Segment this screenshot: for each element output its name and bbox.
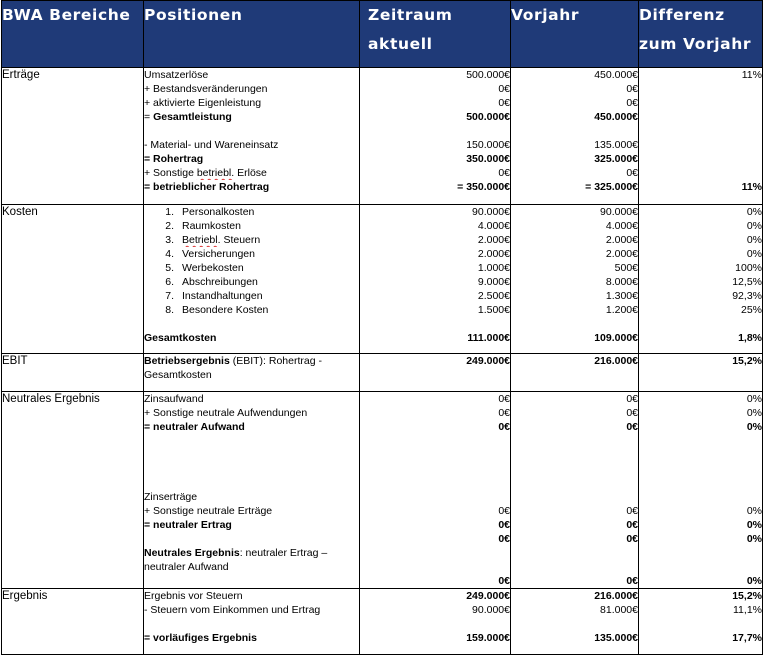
ergebnis-prev (511, 589, 639, 655)
value: 0€ (498, 393, 510, 405)
kosten-diff (639, 205, 763, 354)
value: 90.000€ (600, 206, 638, 218)
value: 450.000€ (594, 111, 638, 123)
value: 15,2% (732, 355, 762, 367)
value: 0€ (626, 519, 638, 531)
value: 500€ (614, 262, 638, 274)
value: 150.000€ (466, 139, 510, 151)
value: 350.000€ (466, 153, 510, 165)
value: 0% (746, 533, 762, 545)
section-kosten (2, 205, 763, 354)
value: 159.000€ (466, 632, 510, 644)
value: 325.000€ (594, 153, 638, 165)
label: + Sonstige betriebl. Erlöse (144, 167, 267, 179)
value: 0€ (498, 97, 510, 109)
label: - Material- und Wareneinsatz (144, 139, 279, 151)
value: 500.000€ (466, 111, 510, 123)
value: 17,7% (732, 632, 762, 644)
label: = neutraler Aufwand (144, 421, 245, 433)
value: 249.000€ (466, 355, 510, 367)
value: 0% (746, 248, 762, 260)
value: = 350.000€ (457, 181, 510, 193)
list-item: 4. Versicherungen (165, 248, 255, 260)
value: 1.300€ (605, 290, 638, 302)
ertraege-cur (360, 68, 511, 205)
value: 2.000€ (477, 248, 510, 260)
header-zeitraum: Zeitraum aktuell (360, 1, 511, 68)
label: - Steuern vom Einkommen und Ertrag (144, 604, 321, 616)
value (511, 490, 638, 504)
section-ebit (2, 354, 763, 392)
neutral-cur (360, 392, 511, 589)
value: 2.000€ (605, 234, 638, 246)
value: 90.000€ (472, 206, 510, 218)
kosten-prev (511, 205, 639, 354)
value: 0€ (498, 519, 510, 531)
ertraege-prev (511, 68, 639, 205)
value: 12,5% (732, 276, 762, 288)
label: + Sonstige neutrale Erträge (144, 505, 273, 517)
area-ergebnis: Ergebnis (2, 589, 144, 655)
value: 1,8% (738, 332, 762, 344)
value: 0€ (626, 533, 638, 545)
label: + Bestandsveränderungen (144, 83, 268, 95)
list-item: 6. Abschreibungen (165, 276, 258, 288)
value: 249.000€ (466, 590, 510, 602)
ebit-diff (639, 354, 763, 392)
value: 9.000€ (477, 276, 510, 288)
value: 135.000€ (594, 632, 638, 644)
value: 81.000€ (600, 604, 638, 616)
label: Ergebnis vor Steuern (144, 590, 243, 602)
kosten-cur (360, 205, 511, 354)
label: + aktivierte Eigenleistung (144, 97, 262, 109)
area-kosten: Kosten (2, 205, 144, 354)
list-item: 1. Personalkosten (165, 206, 255, 218)
list-item: 3. Betriebl. Steuern (165, 234, 261, 246)
value: 15,2% (732, 590, 762, 602)
header-differenz: Differenz zum Vorjahr (639, 1, 763, 68)
value: 100% (735, 262, 762, 274)
ebit-cur (360, 354, 511, 392)
value: 0€ (626, 505, 638, 517)
ergebnis-cur (360, 589, 511, 655)
value (639, 490, 762, 504)
ebit-label: Betriebsergebnis (EBIT): Rohertrag - Gesamtkosten (144, 354, 360, 392)
neutral-diff (639, 392, 763, 589)
value: 4.000€ (477, 220, 510, 232)
ebit-prev (511, 354, 639, 392)
value: 90.000€ (472, 604, 510, 616)
header-vorjahr: Vorjahr (511, 1, 639, 68)
value: = 325.000€ (585, 181, 638, 193)
value: 0% (746, 206, 762, 218)
kosten-labels (144, 205, 360, 354)
value: 0€ (626, 83, 638, 95)
value: 0€ (498, 83, 510, 95)
value: 0% (746, 575, 762, 587)
section-neutral (2, 392, 763, 589)
label: Zinsaufwand (144, 393, 204, 405)
label-rohertrag: = Rohertrag (144, 153, 204, 165)
value: 0€ (498, 575, 510, 587)
label-vorlaeufiges-ergebnis: = vorläufiges Ergebnis (144, 632, 257, 644)
value: 500.000€ (466, 69, 510, 81)
value: 216.000€ (594, 590, 638, 602)
value: 92,3% (732, 290, 762, 302)
value: 11% (741, 181, 762, 193)
area-neutral: Neutrales Ergebnis (2, 392, 144, 589)
neutral-prev (511, 392, 639, 589)
label: + Sonstige neutrale Aufwendungen (144, 407, 308, 419)
label-gesamtkosten: Gesamtkosten (144, 332, 217, 344)
list-item: 8. Besondere Kosten (165, 304, 269, 316)
value: 0% (746, 220, 762, 232)
value: 0% (746, 393, 762, 405)
value: 0€ (626, 407, 638, 419)
value: 25% (740, 304, 762, 316)
value: 2.000€ (605, 248, 638, 260)
value: 135.000€ (594, 139, 638, 151)
ertraege-diff (639, 68, 763, 205)
value: 216.000€ (594, 355, 638, 367)
list-item: 5. Werbekosten (165, 262, 244, 274)
label: Umsatzerlöse (144, 69, 209, 81)
value: 0€ (498, 421, 510, 433)
label-gesamtleistung: = Gesamtleistung (144, 111, 232, 123)
label-neutrales-ergebnis: Neutrales Ergebnis: neutraler Ertrag – neutraler Aufwand (144, 547, 328, 573)
value: 0€ (498, 167, 510, 179)
section-ertraege (2, 68, 763, 205)
label: = neutraler Ertrag (144, 519, 232, 531)
value: 11,1% (733, 604, 762, 616)
value: 0€ (626, 421, 638, 433)
bwa-table (1, 0, 763, 655)
list-item: 2. Raumkosten (165, 220, 241, 232)
value: 0€ (626, 167, 638, 179)
value: 1.500€ (477, 304, 510, 316)
section-ergebnis (2, 589, 763, 655)
label-betrieblicher-rohertrag: = betrieblicher Rohertrag (144, 181, 270, 193)
ergebnis-diff (639, 589, 763, 655)
value: 2.000€ (477, 234, 510, 246)
value: 8.000€ (605, 276, 638, 288)
value: 0€ (626, 575, 638, 587)
value: 0% (746, 407, 762, 419)
neutral-labels (144, 392, 360, 589)
value: 450.000€ (594, 69, 638, 81)
value: 11% (741, 69, 762, 81)
value: 0% (746, 421, 762, 433)
value: 2.500€ (477, 290, 510, 302)
value: 0€ (498, 407, 510, 419)
value: 111.000€ (467, 332, 510, 344)
ergebnis-labels (144, 589, 360, 655)
header-row (2, 1, 763, 68)
value: 0% (746, 519, 762, 531)
value: 4.000€ (605, 220, 638, 232)
area-ertraege: Erträge (2, 68, 144, 205)
value: 0% (746, 505, 762, 517)
value: 1.000€ (477, 262, 510, 274)
value: 0% (746, 234, 762, 246)
value: 109.000€ (594, 332, 638, 344)
ertraege-labels (144, 68, 360, 205)
value: 0€ (498, 505, 510, 517)
list-item: 7. Instandhaltungen (165, 290, 263, 302)
header-positionen: Positionen (144, 1, 360, 68)
value: 0€ (626, 97, 638, 109)
value: 1.200€ (605, 304, 638, 316)
area-ebit: EBIT (2, 354, 144, 392)
value: 0€ (626, 393, 638, 405)
label: Zinserträge (144, 491, 198, 503)
value: 0€ (498, 533, 510, 545)
value (360, 490, 510, 504)
header-bereiche: BWA Bereiche (2, 1, 144, 68)
